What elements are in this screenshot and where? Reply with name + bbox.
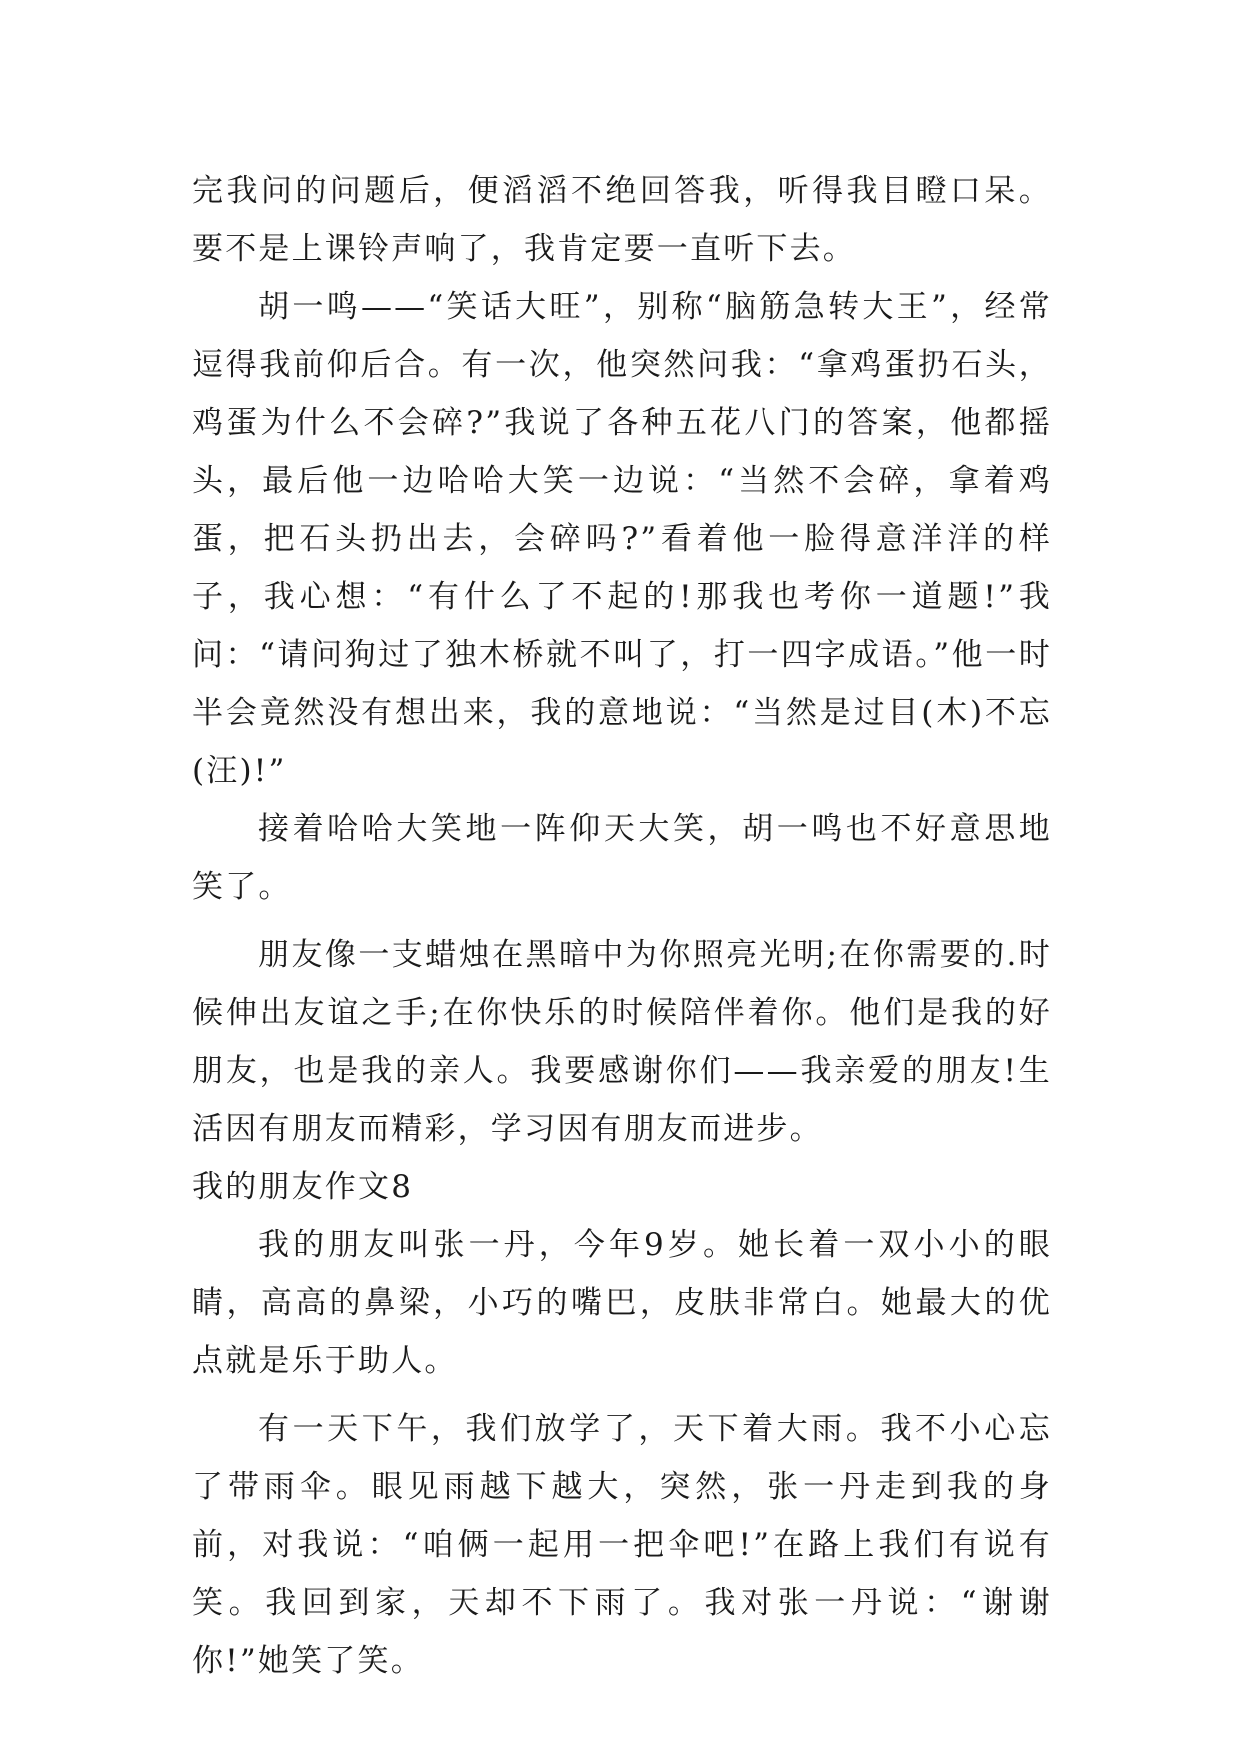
paragraph-zhang-yidan-intro: 我的朋友叫张一丹，今年9岁。她长着一双小小的眼睛，高高的鼻梁，小巧的嘴巴，皮肤非常白。她最大的优点就是乐于助人。	[192, 1227, 1052, 1379]
document-body	[192, 162, 1052, 1690]
paragraph-friendship: 朋友像一支蜡烛在黑暗中为你照亮光明;在你需要的.时候伸出友谊之手;在你快乐的时候陪伴着你。他们是我的好朋友，也是我的亲人。我要感谢你们——我亲爱的朋友!生活因有朋友而精彩，学习因有朋友而进步。	[192, 937, 1052, 1147]
paragraph-laughter: 接着哈哈大笑地一阵仰天大笑，胡一鸣也不好意思地笑了。	[192, 811, 1052, 905]
paragraph-hu-yiming: 胡一鸣——“笑话大旺”，别称“脑筋急转大王”，经常逗得我前仰后合。有一次，他突然问我：“拿鸡蛋扔石头，鸡蛋为什么不会碎?”我说了各种五花八门的答案，他都摇头，最后他一边哈哈大笑一边说：“当然不会碎，拿着鸡蛋，把石头扔出去，会碎吗?”看着他一脸得意洋洋的样子，我心想：“有什么了不起的!那我也考你一道题!”我问：“请问狗过了独木桥就不叫了，打一四字成语。”他一时半会竟然没有想出来，我的意地说：“当然是过目(木)不忘(汪)!”	[192, 289, 1052, 789]
section-heading: 我的朋友作文8	[192, 1169, 414, 1205]
paragraph-rainy-day: 有一天下午，我们放学了，天下着大雨。我不小心忘了带雨伞。眼见雨越下越大，突然，张一丹走到我的身前，对我说：“咱俩一起用一把伞吧!”在路上我们有说有笑。我回到家，天却不下雨了。我对张一丹说：“谢谢你!”她笑了笑。	[192, 1411, 1052, 1679]
paragraph-continuation: 完我问的问题后，便滔滔不绝回答我，听得我目瞪口呆。要不是上课铃声响了，我肯定要一直听下去。	[192, 173, 1052, 267]
